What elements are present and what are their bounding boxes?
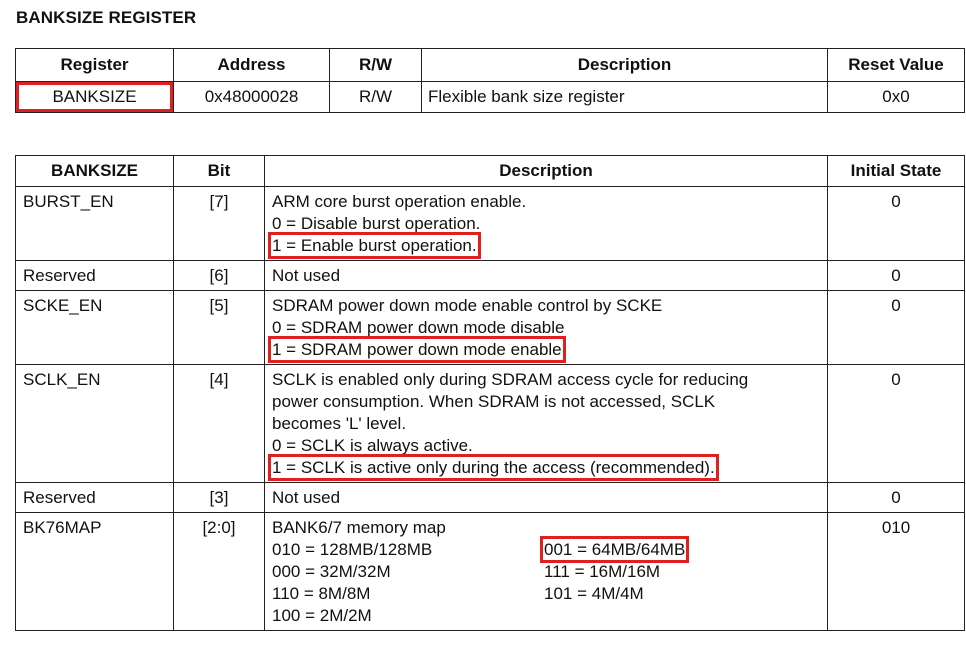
memory-map-option: 111 = 16M/16M (544, 562, 661, 581)
field-name: BK76MAP (16, 513, 174, 631)
field-description (265, 261, 828, 291)
field-name: Reserved (16, 261, 174, 291)
table-row (16, 483, 965, 513)
field-description (265, 513, 828, 631)
register-description-cell: Flexible bank size register (422, 82, 828, 113)
column-header: R/W (330, 49, 422, 82)
field-initial-state: 010 (828, 513, 965, 631)
field-initial-state: 0 (828, 365, 965, 483)
field-description (265, 483, 828, 513)
column-header: Reset Value (828, 49, 965, 82)
column-header: Description (422, 49, 828, 82)
register-address-cell: 0x48000028 (174, 82, 330, 113)
description-line: power consumption. When SDRAM is not accessed, SCLK (272, 392, 716, 411)
table-header-row (16, 49, 965, 82)
field-bit: [7] (174, 187, 265, 261)
field-name: SCKE_EN (16, 291, 174, 365)
table-row (16, 513, 965, 631)
table-row (16, 365, 965, 483)
register-reset-cell: 0x0 (828, 82, 965, 113)
highlighted-memory-map-option: 001 = 64MB/64MB (544, 540, 686, 559)
memory-map-option: 000 = 32M/32M (272, 562, 391, 581)
field-initial-state: 0 (828, 291, 965, 365)
column-header: Initial State (828, 156, 965, 187)
description-line: BANK6/7 memory map (272, 518, 446, 537)
field-name: SCLK_EN (16, 365, 174, 483)
table-row (16, 291, 965, 365)
column-header: Bit (174, 156, 265, 187)
page-title: BANKSIZE REGISTER (16, 8, 197, 27)
register-rw-cell: R/W (330, 82, 422, 113)
field-bit: [3] (174, 483, 265, 513)
field-initial-state: 0 (828, 261, 965, 291)
highlighted-description-line: 1 = SCLK is active only during the access (recommended). (272, 458, 715, 477)
description-line: 0 = Disable burst operation. (272, 214, 481, 233)
column-header: BANKSIZE (16, 156, 174, 187)
field-description (265, 187, 828, 261)
column-header: Register (16, 49, 174, 82)
memory-map-grid (272, 539, 820, 627)
memory-map-option: 110 = 8M/8M (272, 584, 371, 603)
description-line: Not used (272, 488, 341, 507)
description-line: ARM core burst operation enable. (272, 192, 527, 211)
table-row (16, 187, 965, 261)
field-description (265, 291, 828, 365)
column-header: Description (265, 156, 828, 187)
field-name: BURST_EN (16, 187, 174, 261)
table-header-row (16, 156, 965, 187)
description-line: 0 = SCLK is always active. (272, 436, 473, 455)
field-bit: [6] (174, 261, 265, 291)
field-name: Reserved (16, 483, 174, 513)
field-initial-state: 0 (828, 483, 965, 513)
highlighted-description-line: 1 = SDRAM power down mode enable (272, 340, 562, 359)
field-initial-state: 0 (828, 187, 965, 261)
field-bit: [5] (174, 291, 265, 365)
register-name-cell: BANKSIZE (16, 82, 174, 113)
description-line: becomes 'L' level. (272, 414, 407, 433)
register-summary-table (15, 48, 965, 113)
description-line: 0 = SDRAM power down mode disable (272, 318, 565, 337)
column-header: Address (174, 49, 330, 82)
description-line: Not used (272, 266, 341, 285)
description-line: SDRAM power down mode enable control by SCKE (272, 296, 663, 315)
memory-map-option: 101 = 4M/4M (544, 584, 644, 603)
field-bit: [4] (174, 365, 265, 483)
bit-field-table (15, 155, 965, 631)
table-row (16, 261, 965, 291)
table-row (16, 82, 965, 113)
description-line: SCLK is enabled only during SDRAM access cycle for reducing (272, 370, 749, 389)
field-description (265, 365, 828, 483)
memory-map-option: 100 = 2M/2M (272, 606, 372, 625)
field-bit: [2:0] (174, 513, 265, 631)
highlighted-description-line: 1 = Enable burst operation. (272, 236, 477, 255)
memory-map-option: 010 = 128MB/128MB (272, 540, 433, 559)
